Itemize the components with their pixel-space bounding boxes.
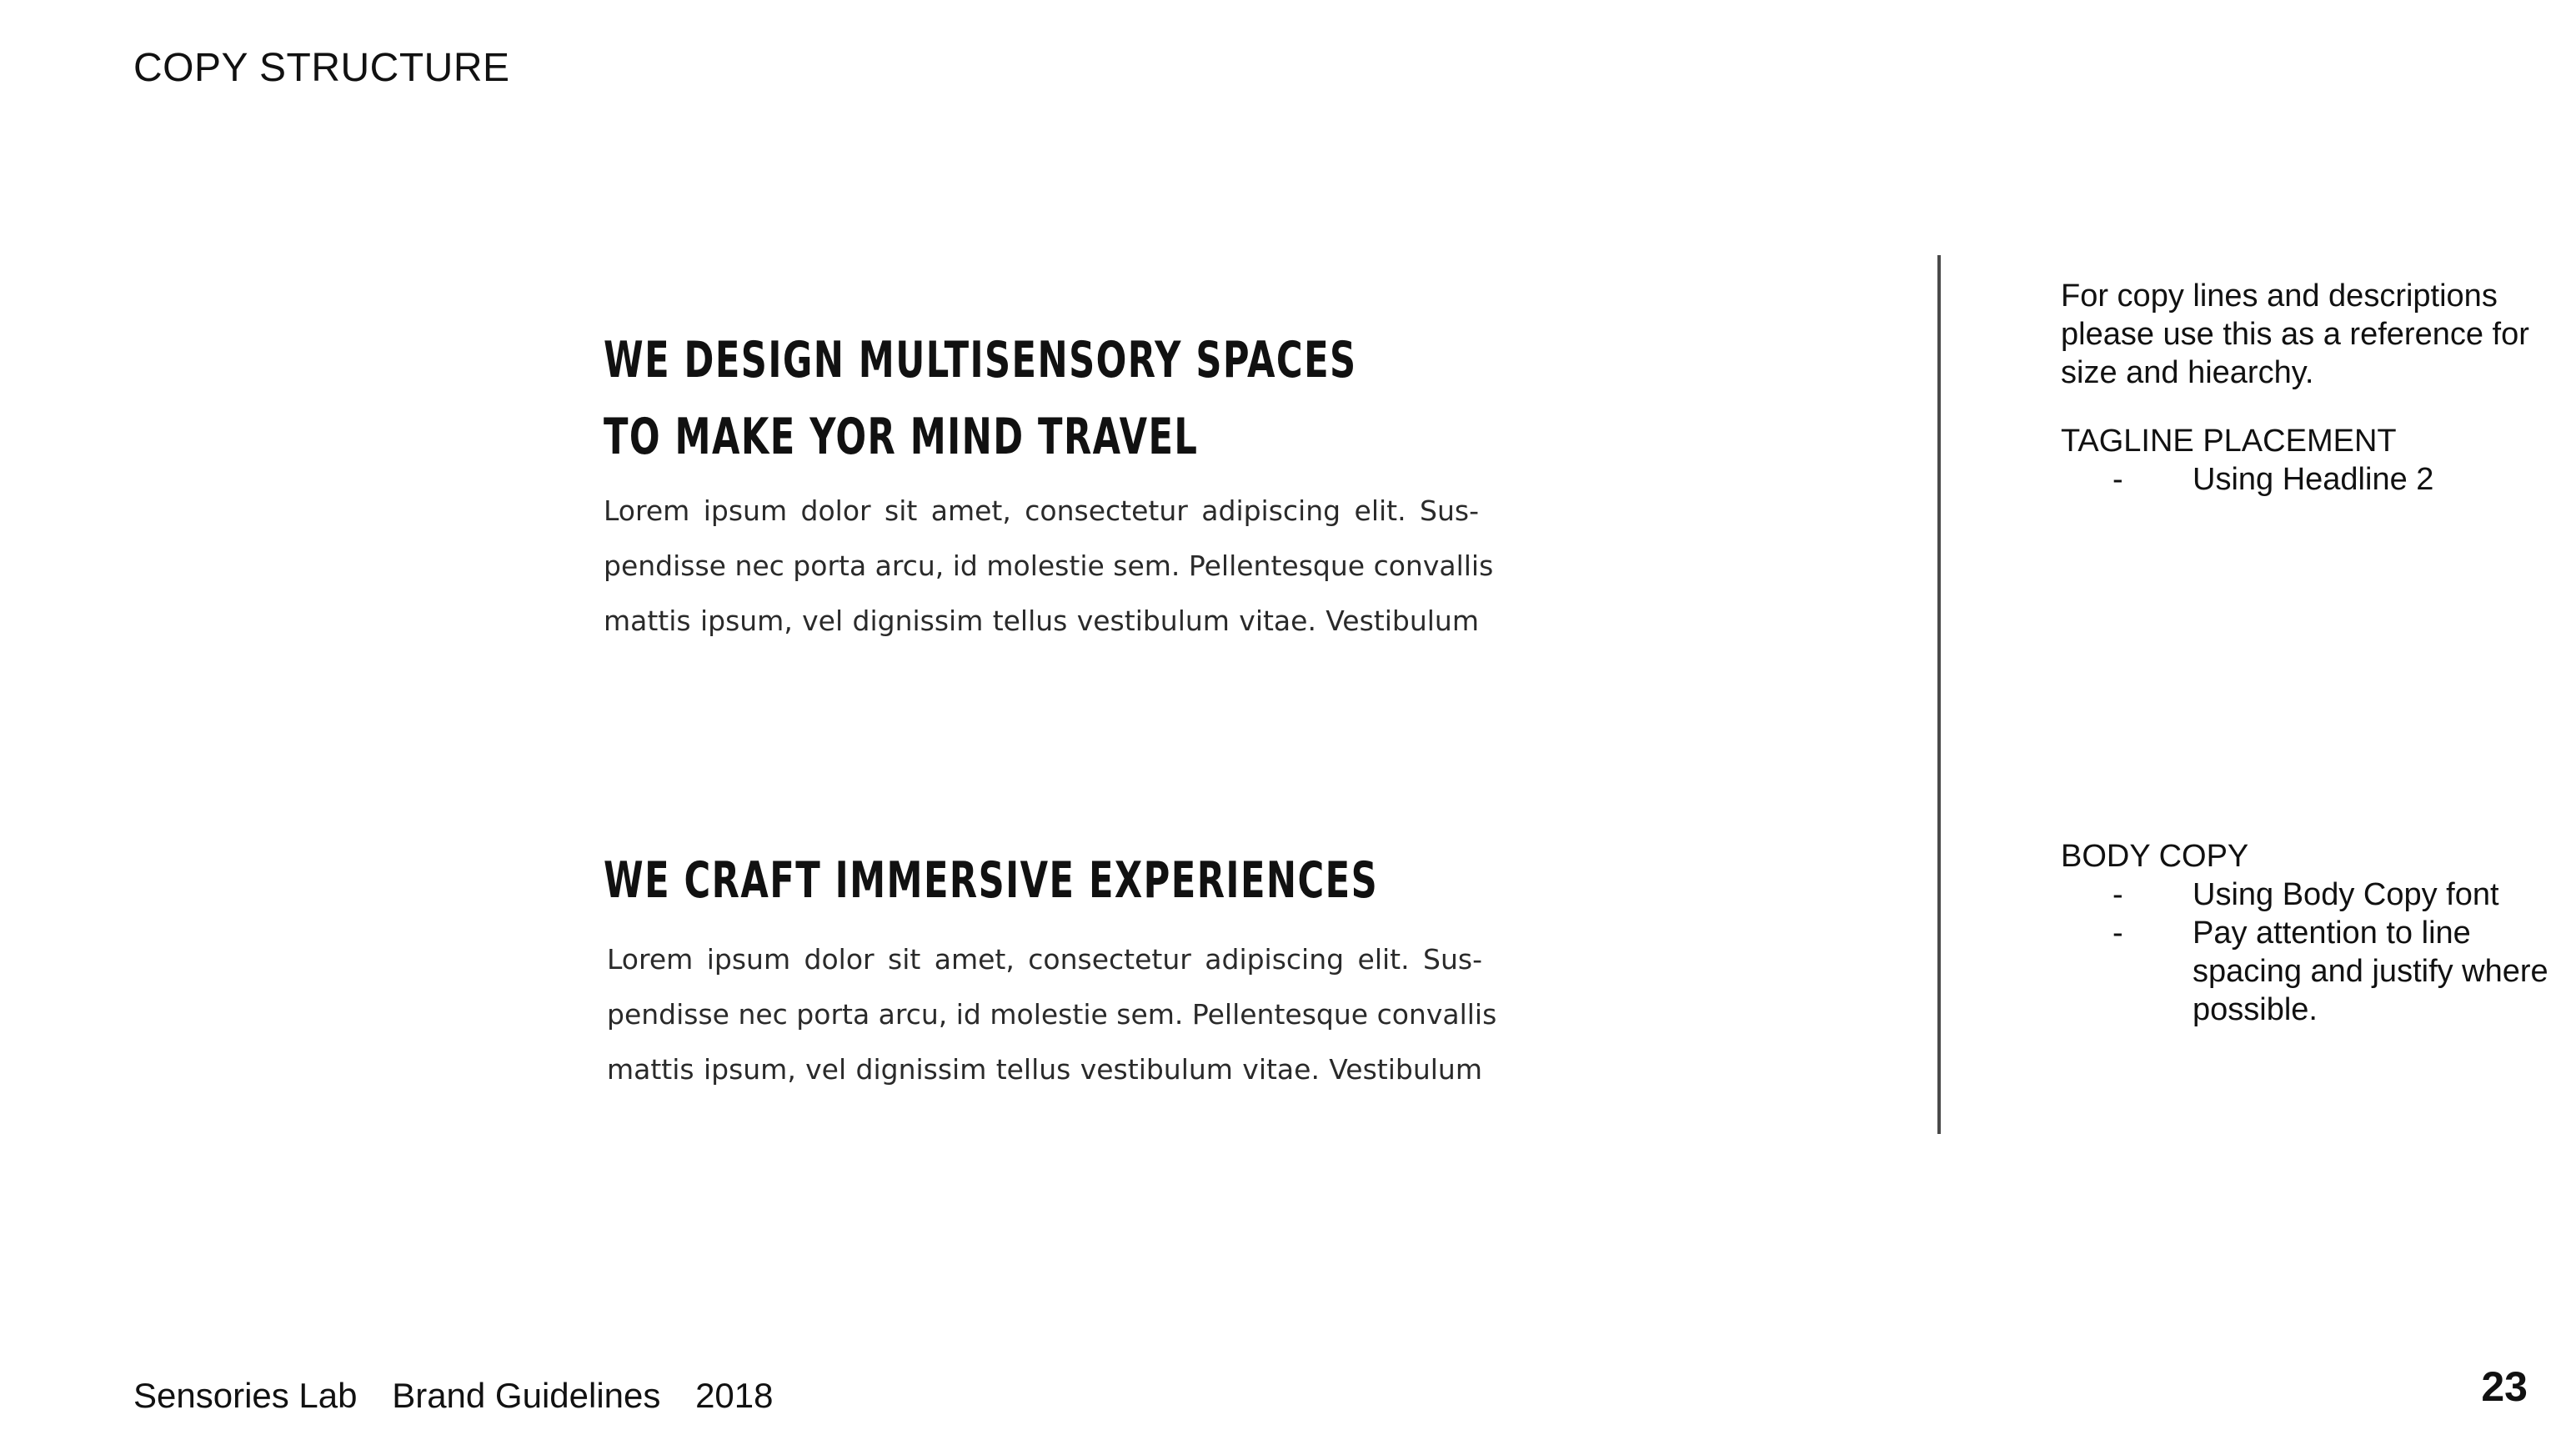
headline-line: WE DESIGN MULTISENSORY SPACES [604, 331, 1357, 389]
body-line: Lorem ipsum dolor sit amet, consectetur adipiscing elit. Sus- [607, 943, 1482, 976]
body-copy [604, 484, 1494, 649]
headline-line: TO MAKE YOR MIND TRAVEL [604, 408, 1199, 466]
footer-brand: Sensories Lab [133, 1376, 358, 1415]
headline [604, 842, 1379, 919]
tagline-list [2061, 460, 2561, 499]
list-item [2061, 460, 2561, 499]
body-line: pendisse nec porta arcu, id molestie sem. Pellentesque convallis [607, 998, 1497, 1031]
list-item-text: Pay attention to line spacing and justify where possible. [2193, 916, 2548, 1027]
bullet-dash: - [2112, 462, 2123, 497]
vertical-divider [1937, 255, 1941, 1134]
footer-year: 2018 [695, 1376, 774, 1415]
body-line: mattis ipsum, vel dignissim tellus vestibulum vitae. Vestibulum [607, 1053, 1482, 1086]
notes-intro: For copy lines and descriptions please use this as a reference for size and hiearchy. [2061, 278, 2529, 390]
tagline-heading: TAGLINE PLACEMENT [2061, 424, 2397, 459]
list-item-text: Using Body Copy font [2193, 877, 2499, 912]
body-line: mattis ipsum, vel dignissim tellus vestibulum vitae. Vestibulum [604, 605, 1479, 637]
list-item [2061, 876, 2561, 914]
body-copy-sample [604, 842, 1521, 1097]
tagline-notes [2061, 277, 2561, 499]
bullet-dash: - [2112, 877, 2123, 912]
list-item [2061, 914, 2561, 1029]
body-copy-heading: BODY COPY [2061, 839, 2249, 874]
tagline-sample [604, 322, 1521, 649]
footer [133, 1376, 774, 1416]
body-line: Lorem ipsum dolor sit amet, consectetur adipiscing elit. Sus- [604, 494, 1479, 527]
headline-line: WE CRAFT IMMERSIVE EXPERIENCES [604, 851, 1379, 910]
body-copy-notes [2061, 837, 2561, 1029]
page-title: COPY STRUCTURE [133, 46, 510, 90]
headline [604, 322, 1357, 475]
body-copy [604, 932, 1497, 1097]
list-item-text: Using Headline 2 [2193, 462, 2434, 497]
footer-document: Brand Guidelines [392, 1376, 661, 1415]
body-line: pendisse nec porta arcu, id molestie sem. Pellentesque convallis [604, 549, 1494, 582]
page-number: 23 [2481, 1363, 2528, 1410]
bullet-dash: - [2112, 916, 2123, 951]
body-copy-list [2061, 876, 2561, 1029]
